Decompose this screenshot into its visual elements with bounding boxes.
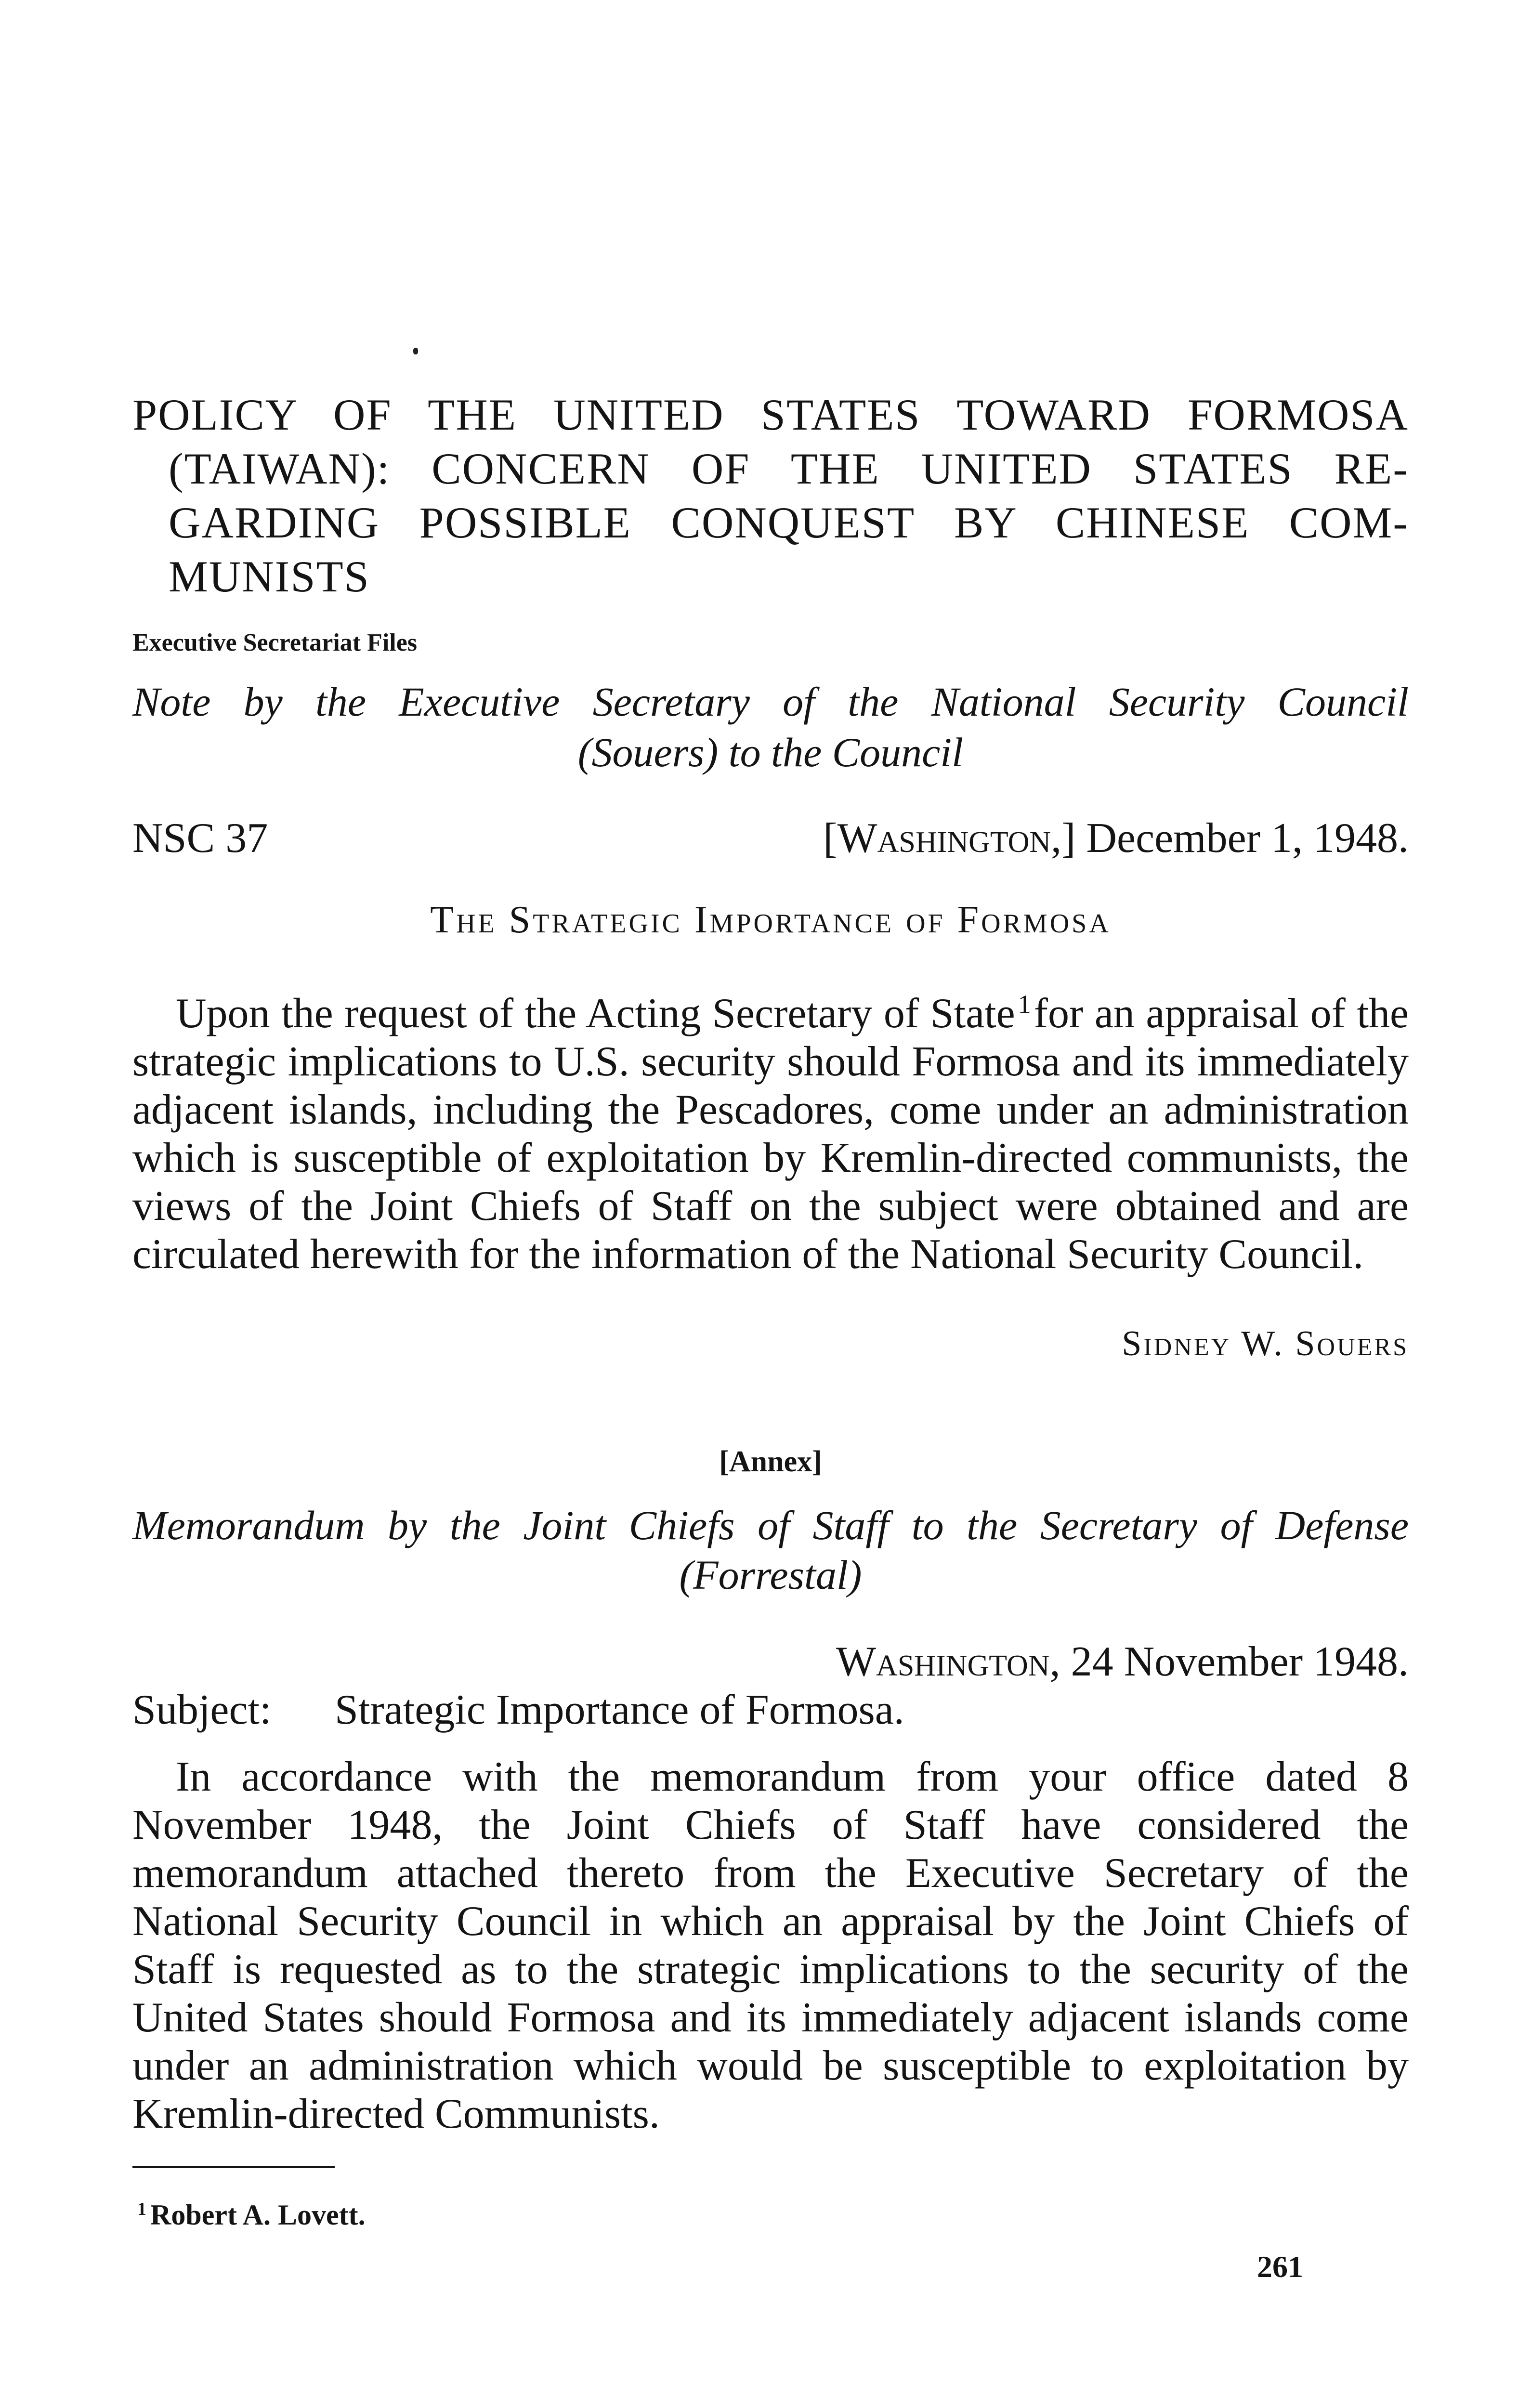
memo-heading-line-2: (Forrestal) (679, 1552, 862, 1598)
paragraph-2-text: In accordance with the memorandum from your office dated 8 November 1948, the Joint Chiefs of Staff have considered the memorandum attached thereto from the Executive Secretary of the National Security Council in which an appraisal by the Joint Chiefs of Staff is requested as to the strategic implications to the security of the United States should Formosa and its immediately adjacent islands come under an administration which would be susceptible to exploitation by Kremlin-directed Communists. (132, 1754, 1409, 2137)
title-line-1: POLICY OF THE UNITED STATES TOWARD FORMOSA (132, 390, 1409, 439)
footnote-marker: 1 (137, 2199, 146, 2219)
title-line-3: GARDING POSSIBLE CONQUEST BY CHINESE COM- (169, 498, 1409, 547)
page-number: 261 (1257, 2250, 1303, 2284)
dateline (823, 814, 1409, 863)
source-files-label: Executive Secretariat Files (132, 629, 418, 656)
footnote-rule (132, 2166, 335, 2168)
document-number: NSC 37 (132, 815, 268, 862)
dateline-place: [Washington,] (823, 815, 1076, 862)
paragraph-2 (132, 1753, 1409, 2138)
paragraph-1-text-a: Upon the request of the Acting Secretary of State (176, 990, 1015, 1037)
section-title: The Strategic Importance of Formosa (430, 899, 1111, 941)
memo-dateline-date: 24 November 1948. (1071, 1638, 1409, 1685)
memo-dateline-place: Washington, (836, 1638, 1060, 1685)
footnote (137, 2199, 366, 2232)
subject-text: Strategic Importance of Formosa. (335, 1687, 904, 1733)
memo-heading-line-1: Memorandum by the Joint Chiefs of Staff to the Secretary of Defense (132, 1502, 1409, 1548)
subject-line (132, 1686, 1409, 1734)
title-line-2: (TAIWAN): CONCERN OF THE UNITED STATES RE- (169, 444, 1409, 493)
ink-speck (413, 348, 418, 354)
dateline-date: December 1, 1948. (1086, 815, 1409, 862)
paragraph-1 (132, 980, 1409, 1279)
subject-label: Subject: (132, 1687, 272, 1733)
title-line-4: MUNISTS (169, 552, 370, 601)
note-heading-line-2: (Souers) to the Council (577, 729, 964, 775)
signature: Sidney W. Souers (1122, 1324, 1409, 1363)
paragraph-1-text-b: for an appraisal of the strategic implications to U.S. security should Formosa and its immediately adjacent islands, including the Pescadores, come under an administration which is susceptible of exploitation by Kremlin-directed communists, the views of the Joint Chiefs of Staff on the subject were obtained and are circulated herewith for the information of the National Security Council. (132, 990, 1409, 1278)
document-title (132, 388, 1409, 603)
footnote-text: Robert A. Lovett. (150, 2199, 366, 2231)
memo-dateline (836, 1637, 1409, 1686)
annex-label: [Annex] (719, 1445, 822, 1478)
document-number-row (132, 814, 1409, 863)
footnote-ref: 1 (1018, 990, 1031, 1019)
note-heading-line-1: Note by the Executive Secretary of the National Security Council (132, 679, 1409, 725)
